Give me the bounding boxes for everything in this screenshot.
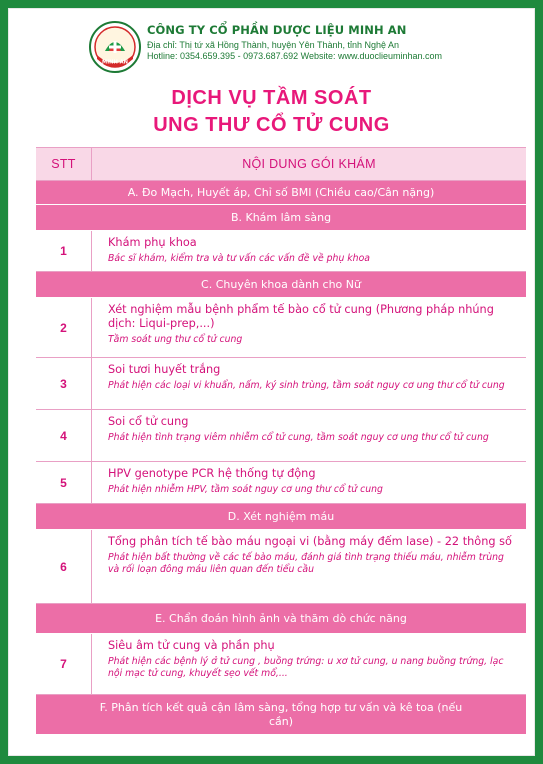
- item-title: Soi tươi huyết trắng: [108, 363, 221, 376]
- item-title: Khám phụ khoa: [108, 236, 197, 249]
- row-content: [92, 358, 526, 409]
- item-description: Tầm soát ung thư cổ tử cung: [108, 334, 243, 345]
- company-address: Địa chỉ: Thị tứ xã Hồng Thành, huyện Yên Thành, tỉnh Nghệ An: [147, 40, 400, 50]
- row-number: 5: [36, 462, 92, 503]
- page-title-line-2: UNG THƯ CỔ TỬ CUNG: [153, 114, 390, 136]
- row-number: 3: [36, 358, 92, 409]
- item-title: Xét nghiệm mẫu bệnh phẩm tế bào cổ tử cung (Phương pháp nhúng dịch: Liqui-prep,...): [108, 303, 494, 330]
- row-number: 1: [36, 231, 92, 271]
- row-content: [92, 634, 526, 694]
- section-c: C. Chuyên khoa dành cho Nữ: [36, 272, 526, 298]
- table-row: [36, 358, 526, 410]
- bottom-margin: [11, 747, 532, 753]
- table-row: [36, 298, 526, 358]
- column-header-content: NỘI DUNG GÓI KHÁM: [242, 157, 376, 171]
- company-info: [147, 23, 527, 61]
- table-row: [36, 231, 526, 272]
- item-description: Phát hiện nhiễm HPV, tầm soát nguy cơ ung thư cổ tử cung: [108, 484, 383, 495]
- item-title: Siêu âm tử cung và phần phụ: [108, 639, 275, 652]
- company-contact: Hotline: 0354.659.395 - 0973.687.692 Website: www.duoclieuminhan.com: [147, 51, 443, 61]
- item-description: Bác sĩ khám, kiểm tra và tư vấn các vấn đề về phụ khoa: [108, 253, 370, 264]
- section-b: B. Khám lâm sàng: [36, 205, 526, 231]
- company-logo: [89, 21, 141, 73]
- row-content: [92, 462, 526, 503]
- page-title-line-1: DỊCH VỤ TẦM SOÁT: [171, 87, 372, 109]
- item-title: Soi cổ tử cung: [108, 415, 189, 428]
- row-number: 7: [36, 634, 92, 694]
- item-description: Phát hiện các loại vi khuẩn, nấm, ký sinh trùng, tầm soát nguy cơ ung thư cổ tử cung: [108, 380, 505, 391]
- table-row: [36, 410, 526, 462]
- logo-text: MINH AN: [102, 59, 128, 66]
- row-content: [92, 298, 526, 357]
- section-a: A. Đo Mạch, Huyết áp, Chỉ số BMI (Chiều cao/Cân nặng): [36, 181, 526, 205]
- item-title: HPV genotype PCR hệ thống tự động: [108, 467, 316, 480]
- table-row: [36, 530, 526, 604]
- row-content: [92, 231, 526, 271]
- row-content: [92, 530, 526, 603]
- row-number: 6: [36, 530, 92, 603]
- service-table: [36, 147, 526, 735]
- item-description: Phát hiện bất thường về các tế bào máu, đánh giá tình trạng thiếu máu, nhiễm trùng và rối loạn đông máu liên quan đến tiểu cầu: [108, 552, 504, 575]
- table-row: [36, 462, 526, 504]
- item-description: Phát hiện các bệnh lý ở tử cung , buồng trứng: u xơ tử cung, u nang buồng trứng, lạc nội mạc tử cung, khuyết sẹo vết mổ,...: [108, 656, 504, 679]
- item-description: Phát hiện tình trạng viêm nhiễm cổ tử cung, tầm soát nguy cơ ung thư cổ tử cung: [108, 432, 489, 443]
- flyer-sheet: [9, 9, 534, 755]
- section-f: F. Phân tích kết quả cận lâm sàng, tổng hợp tư vấn và kê toa (nếu cần): [36, 695, 526, 735]
- item-title: Tổng phân tích tế bào máu ngoại vi (bằng máy đếm lase) - 22 thông số: [108, 535, 512, 548]
- row-number: 4: [36, 410, 92, 461]
- row-number: 2: [36, 298, 92, 357]
- company-name: CÔNG TY CỔ PHẦN DƯỢC LIỆU MINH AN: [147, 23, 407, 37]
- table-row: [36, 634, 526, 695]
- section-e: E. Chẩn đoán hình ảnh và thăm dò chức năng: [36, 604, 526, 634]
- row-content: [92, 410, 526, 461]
- table-header: [36, 148, 526, 181]
- column-header-stt: STT: [36, 148, 92, 180]
- section-d: D. Xét nghiệm máu: [36, 504, 526, 530]
